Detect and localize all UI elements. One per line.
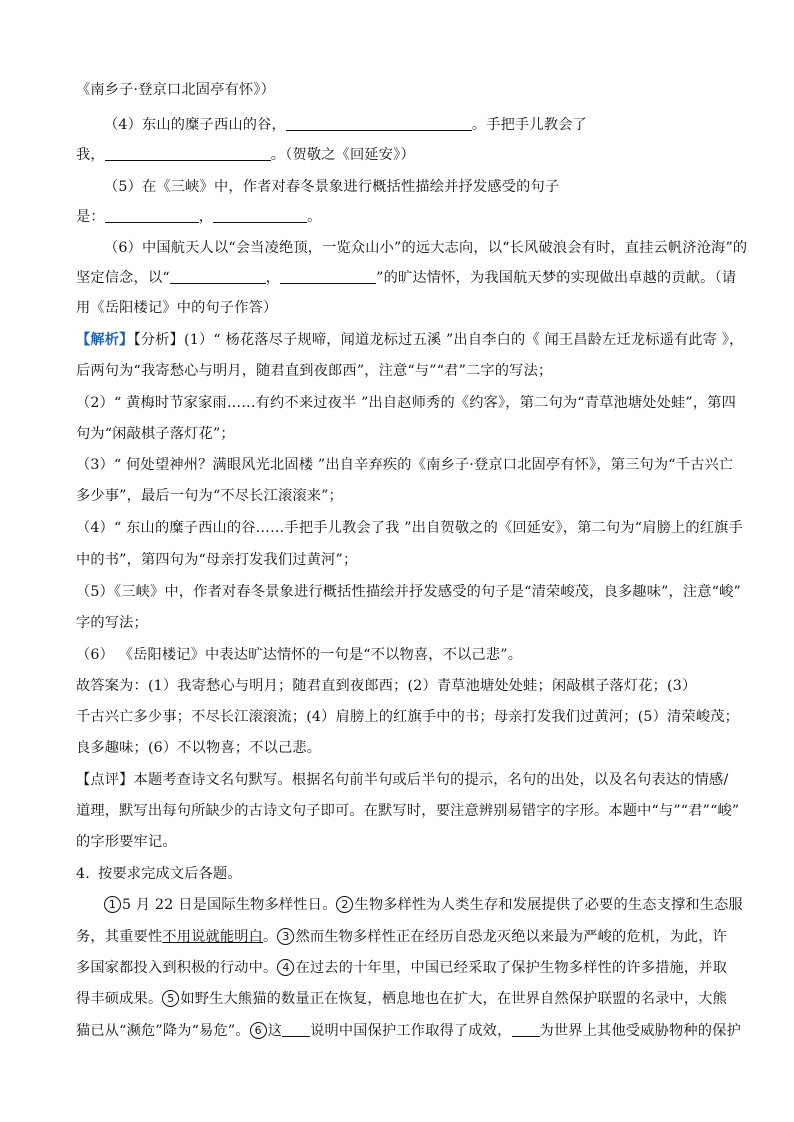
question-title: 按要求完成文后各题。 [97,866,242,882]
analysis-line-5 [76,455,776,475]
analysis-line-7 [76,518,776,538]
text: 在过去的十年里，中国已经采取了保护生物多样性的许多措施，并取 [295,960,728,976]
answer-blank[interactable] [512,1022,540,1037]
text: 然而生物多样性正在经历自恐龙灭绝以来最为严峻的危机，为此，许 [295,929,728,945]
circled-number: 3 [277,928,294,945]
circled-number: 1 [104,896,121,913]
text: 千古兴亡多少事；不尽长江滚滚流；(4）肩膀上的红旗手中的书；母亲打发我们过黄河；(5）清荣峻茂； [76,709,739,725]
text: ， [198,209,214,225]
answer-blank[interactable] [280,269,376,284]
text: 的字形要牢记。 [76,834,177,850]
text: 。 [307,209,322,225]
question-4-title [76,864,776,884]
text: 5 月 22 日是国际生物多样性日。 [122,897,337,913]
comment-line-1 [76,770,776,790]
text: （3）“ 何处望神州？满眼风光北固楼 ”出自辛弃疾的《南乡子·登京口北固亭有怀》，第三句为“千古兴亡 [76,457,734,473]
text: 字的写法； [76,615,148,631]
text: 良多趣味；(6）不以物喜；不以己悲。 [76,740,322,756]
text: 得丰硕成果。 [76,991,163,1007]
text: 如野生大熊猫的数量正在恢复，栖息地也在扩大，在世界自然保护联盟的名录中，大熊 [180,991,728,1007]
analysis-line-11 [76,645,776,665]
text: 【点评】本题考查诗文名句默写。根据名句前半句或后半句的提示，名句的出处，以及名句表达的情感/ [76,772,729,788]
answer-blank[interactable] [105,146,271,161]
text: 《南乡子·登京口北固亭有怀》） [76,82,276,98]
text: 道理，默写出每句所缺少的古诗文句子即可。在默写时，要注意辨别易错字的字形。本题中“与”“君”“峻” [76,803,740,819]
item-6-line [104,238,794,258]
text: （2）“ 黄梅时节家家雨……有约不来过夜半 ”出自赵师秀的《约客》，第二句为“青草池塘处处蛙”，第四 [76,395,737,411]
passage-line-1 [104,895,794,915]
passage-line-3 [76,958,776,978]
text: 。（贺敬之《回延安》） [270,147,415,163]
text: （6） 《岳阳楼记》中表达旷达情怀的一句是“不以物喜，不以己悲”。 [76,647,523,663]
answer-line-2 [76,707,776,727]
text: ”的旷达情怀，为我国航天梦的实现做出卓越的贡献。（请 [376,270,737,286]
comment-line-2 [76,801,776,821]
item-6-line-3 [76,298,776,318]
analysis-line-6 [76,486,776,506]
text: 句为“闲敲棋子落灯花”； [76,426,235,442]
text: （6）中国航天人以“会当凌绝顶，一览众山小”的远大志向，以“长风破浪会有时，直挂云帆济沧海”的 [104,240,748,256]
underlined-phrase: 不用说就能明白 [162,929,264,945]
text: 生物多样性为人类生存和发展提供了必要的生态支撑和生态服 [354,897,743,913]
text: 猫已从“濒危”降为“易危”。 [76,1023,250,1039]
text: 坚定信念，以“ [76,270,170,286]
item-4-line-2 [76,145,776,165]
text: （4）东山的糜子西山的谷， [104,117,286,133]
answer-blank[interactable] [213,208,307,223]
circled-number: 6 [250,1022,267,1039]
text: 故答案为：(1）我寄愁心与明月；随君直到夜郎西；(2）青草池塘处处蛙；闲敲棋子落灯花；(3） [76,678,697,694]
circled-number: 4 [277,959,294,976]
answer-blank[interactable] [286,116,472,131]
circled-number: 5 [162,990,179,1007]
passage-line-2 [76,927,776,947]
question-number: 4. [76,866,90,882]
text: 说明中国保护工作取得了成效， [310,1023,512,1039]
analysis-line-8 [76,550,776,570]
item-5-line [104,177,794,197]
text: 中的书”，第四句为“母亲打发我们过黄河”； [76,552,358,568]
passage-line-5 [76,1021,776,1041]
answer-line-3 [76,738,776,758]
analysis-tag: 【解析】 [76,332,134,348]
text: 。手把手儿教会了 [471,117,587,133]
text: 多国家都投入到积极的行动中。 [76,960,278,976]
text: 多少事”，最后一句为“不尽长江滚滚来”； [76,488,343,504]
comment-line-3 [76,832,776,852]
circled-number: 2 [336,896,353,913]
item-4-line [104,115,794,135]
analysis-line-4 [76,424,776,444]
analysis-line-3 [76,393,776,413]
item-6-line-2 [76,268,776,288]
analysis-line-10 [76,613,776,633]
answer-blank[interactable] [170,269,266,284]
analysis-line-1 [76,330,776,350]
analysis-line-9 [76,582,776,602]
answer-blank[interactable] [282,1022,310,1037]
text: 【分析】(1）“ 杨花落尽子规啼，闻道龙标过五溪 ”出自李白的《 闻王昌龄左迁龙标遥有此寄 》， [133,332,744,348]
answer-line-1 [76,676,776,696]
text: 这 [267,1023,283,1039]
text: 为世界上其他受威胁物种的保护 [539,1023,741,1039]
text: （4）“ 东山的糜子西山的谷……手把手儿教会了我 ”出自贺敬之的《回延安》，第二句为“肩膀上的红旗手 [76,520,743,536]
text: （5）在《三峡》中，作者对春冬景象进行概括性描绘并抒发感受的句子 [104,179,560,195]
text: 后两句为“我寄愁心与明月，随君直到夜郎西”，注意“与”“君”二字的写法； [76,363,553,379]
answer-blank[interactable] [105,208,199,223]
text: 务，其重要性 [76,929,163,945]
text: ， [265,270,281,286]
text: 是： [76,209,105,225]
text: 。 [263,929,278,945]
text: 用《岳阳楼记》中的句子作答） [76,300,278,316]
analysis-line-2 [76,361,776,381]
item-5-line-2 [76,207,776,227]
poem-source-line [76,80,776,100]
text: （5）《三峡》中，作者对春冬景象进行概括性描绘并抒发感受的句子是“清荣峻茂，良多趣味”，注意“峻” [76,584,741,600]
passage-line-4 [76,989,776,1009]
text: 我， [76,147,105,163]
